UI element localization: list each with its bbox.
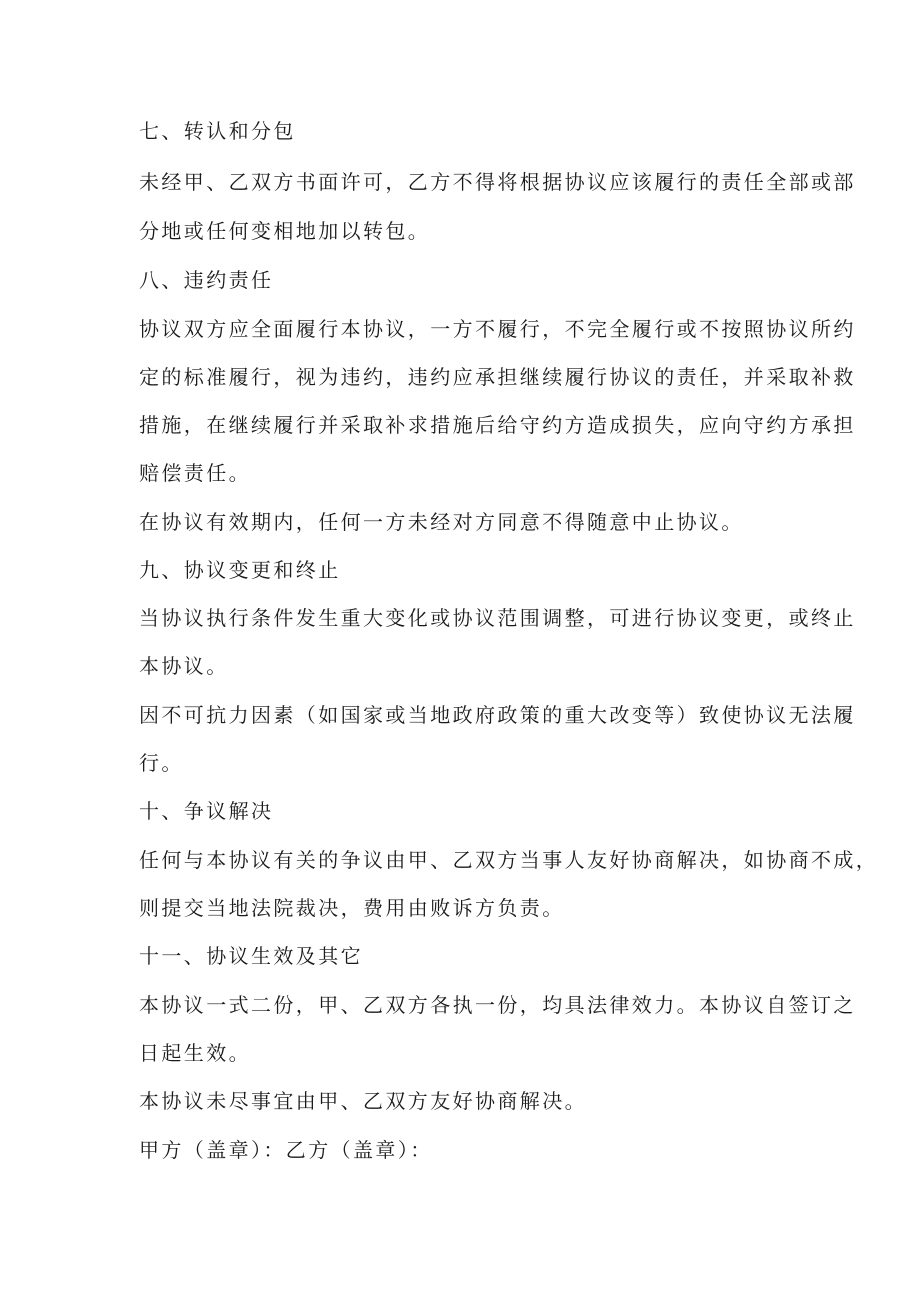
- paragraph-line: 因不可抗力因素（如国家或当地政府政策的重大改变等）致使协议无法履: [139, 703, 856, 727]
- section-heading-dispute: 十、争议解决: [139, 799, 274, 823]
- section-heading-transfer: 七、转认和分包: [139, 119, 296, 143]
- paragraph-line: 未经甲、乙双方书面许可，乙方不得将根据协议应该履行的责任全部或部: [139, 170, 856, 194]
- paragraph-line: 分地或任何变相地加以转包。: [139, 219, 431, 243]
- paragraph-line: 行。: [139, 751, 184, 775]
- paragraph-line: 日起生效。: [139, 1041, 251, 1065]
- section-heading-breach: 八、违约责任: [139, 268, 274, 292]
- paragraph-line: 本协议。: [139, 654, 229, 678]
- paragraph-line: 本协议未尽事宜由甲、乙双方友好协商解决。: [139, 1089, 587, 1113]
- paragraph-line: 当协议执行条件发生重大变化或协议范围调整，可进行协议变更，或终止: [139, 606, 856, 630]
- paragraph-line: 协议双方应全面履行本协议，一方不履行，不完全履行或不按照协议所约: [139, 317, 856, 341]
- signature-line: 甲方（盖章）：乙方（盖章）：: [139, 1138, 433, 1162]
- paragraph-line: 任何与本协议有关的争议由甲、乙双方当事人友好协商解决，如协商不成，: [139, 848, 879, 872]
- paragraph-line: 则提交当地法院裁决，费用由败诉方负责。: [139, 896, 565, 920]
- paragraph-line: 本协议一式二份，甲、乙双方各执一份，均具法律效力。本协议自签订之: [139, 993, 856, 1017]
- paragraph-line: 定的标准履行，视为违约，违约应承担继续履行协议的责任，并采取补救: [139, 365, 856, 389]
- section-heading-change-termination: 九、协议变更和终止: [139, 558, 341, 582]
- paragraph-line: 措施，在继续履行并采取补求措施后给守约方造成损失，应向守约方承担: [139, 413, 856, 437]
- paragraph-line: 在协议有效期内，任何一方未经对方同意不得随意中止协议。: [139, 510, 744, 534]
- section-heading-effect: 十一、协议生效及其它: [139, 944, 363, 968]
- paragraph-line: 赔偿责任。: [139, 461, 251, 485]
